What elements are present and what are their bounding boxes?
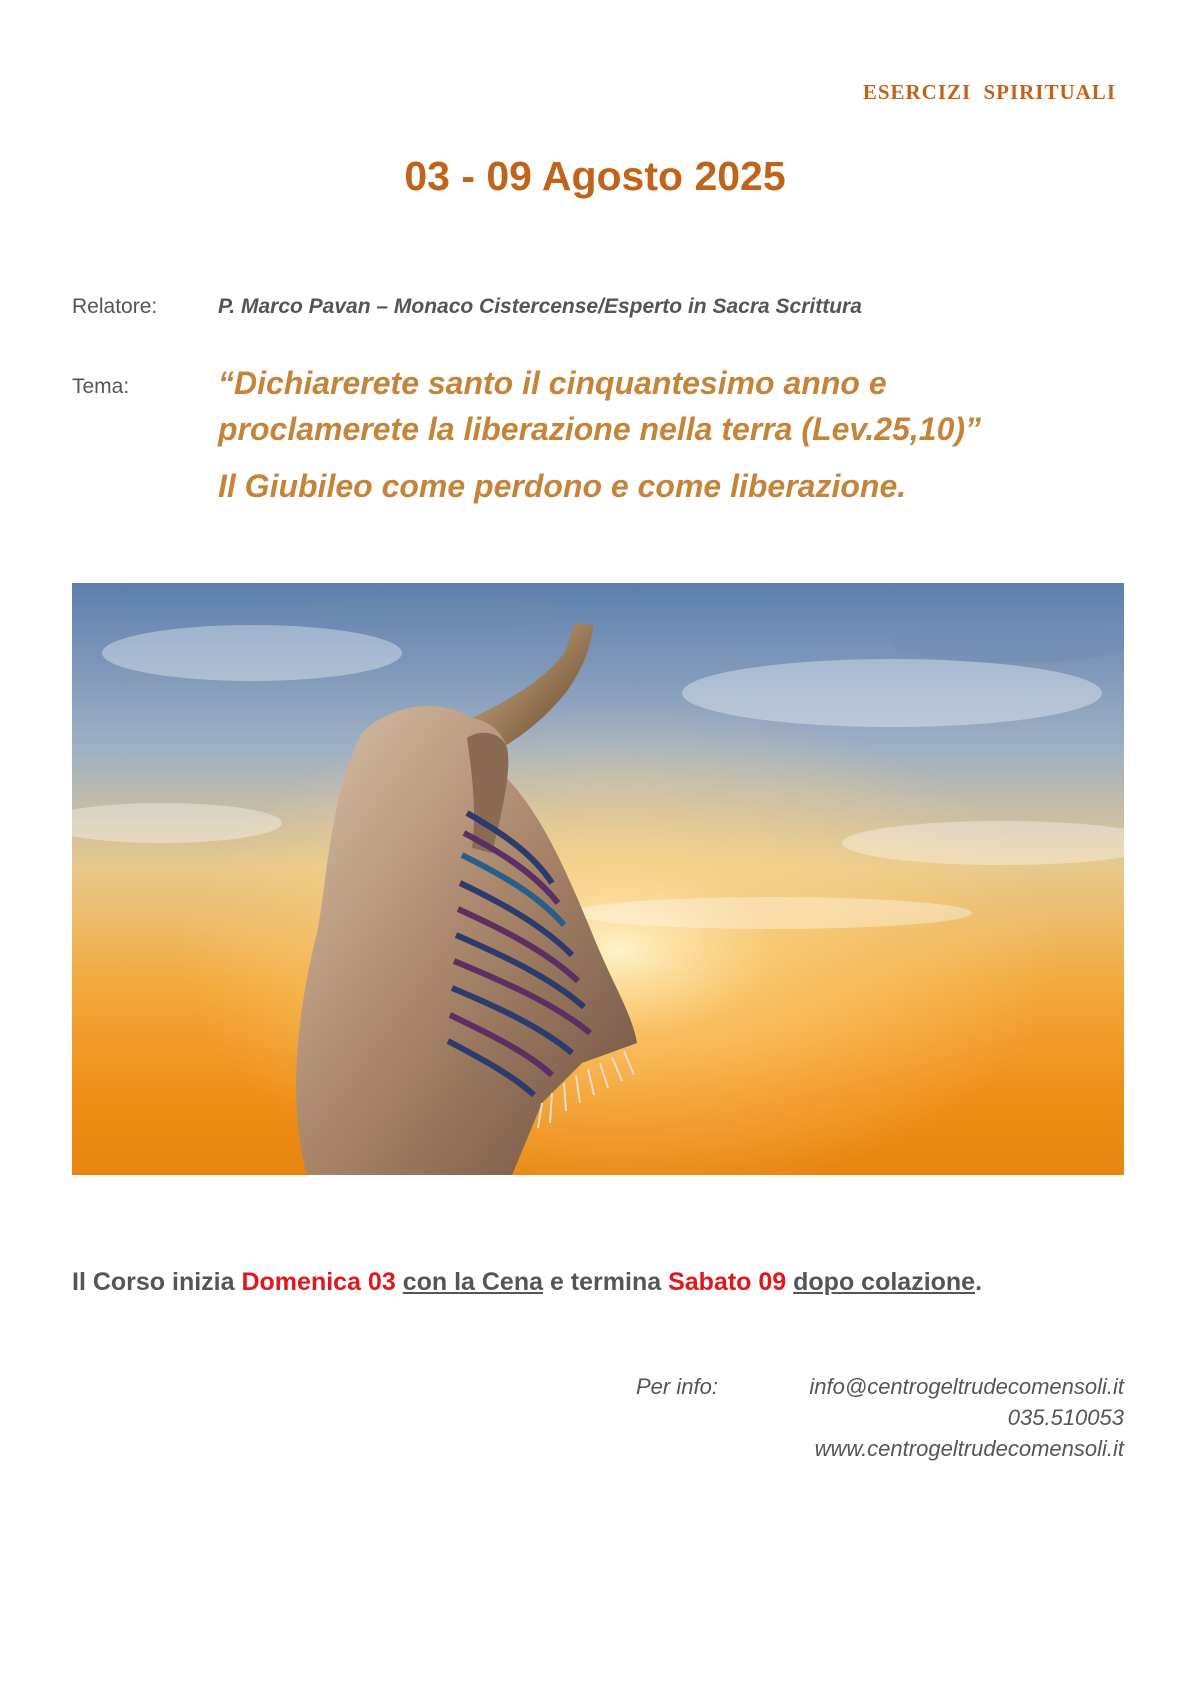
speaker-name: P. Marco Pavan – Monaco Cistercense/Esperto in Sacra Scrittura — [218, 295, 862, 318]
speaker-label: Relatore: — [72, 295, 158, 318]
hero-image — [72, 583, 1124, 1175]
end-day: Sabato 09 — [668, 1268, 787, 1296]
theme-line-1: “Dichiarerete santo il cinquantesimo anno e — [218, 365, 887, 401]
start-day: Domenica 03 — [241, 1268, 396, 1296]
start-meal: con la Cena — [402, 1268, 544, 1296]
end-meal: dopo colazione — [793, 1268, 976, 1296]
theme-label: Tema: — [72, 375, 130, 398]
info-phone[interactable]: 035.510053 — [1007, 1405, 1124, 1430]
info-website[interactable]: www.centrogeltrudecomensoli.it — [814, 1436, 1124, 1461]
info-email[interactable]: info@centrogeltrudecomensoli.it — [809, 1374, 1124, 1399]
schedule-text-3: e termina — [543, 1268, 669, 1296]
schedule-text-1: Il Corso inizia — [72, 1268, 242, 1296]
header-label: ESERCIZI SPIRITUALI — [862, 80, 1116, 104]
theme-subtitle: Il Giubileo come perdono e come liberazione. — [218, 468, 907, 504]
theme-line-2: proclamerete la liberazione nella terra (Lev.25,10)” — [218, 411, 982, 447]
date-title: 03 - 09 Agosto 2025 — [404, 153, 786, 199]
info-label: Per info: — [636, 1374, 718, 1399]
schedule-text-2 — [396, 1268, 403, 1296]
schedule-text-5: . — [975, 1268, 983, 1296]
shofar-sunset-illustration — [72, 583, 1124, 1175]
schedule-sentence — [72, 1268, 982, 1297]
theme-text — [218, 360, 1118, 509]
